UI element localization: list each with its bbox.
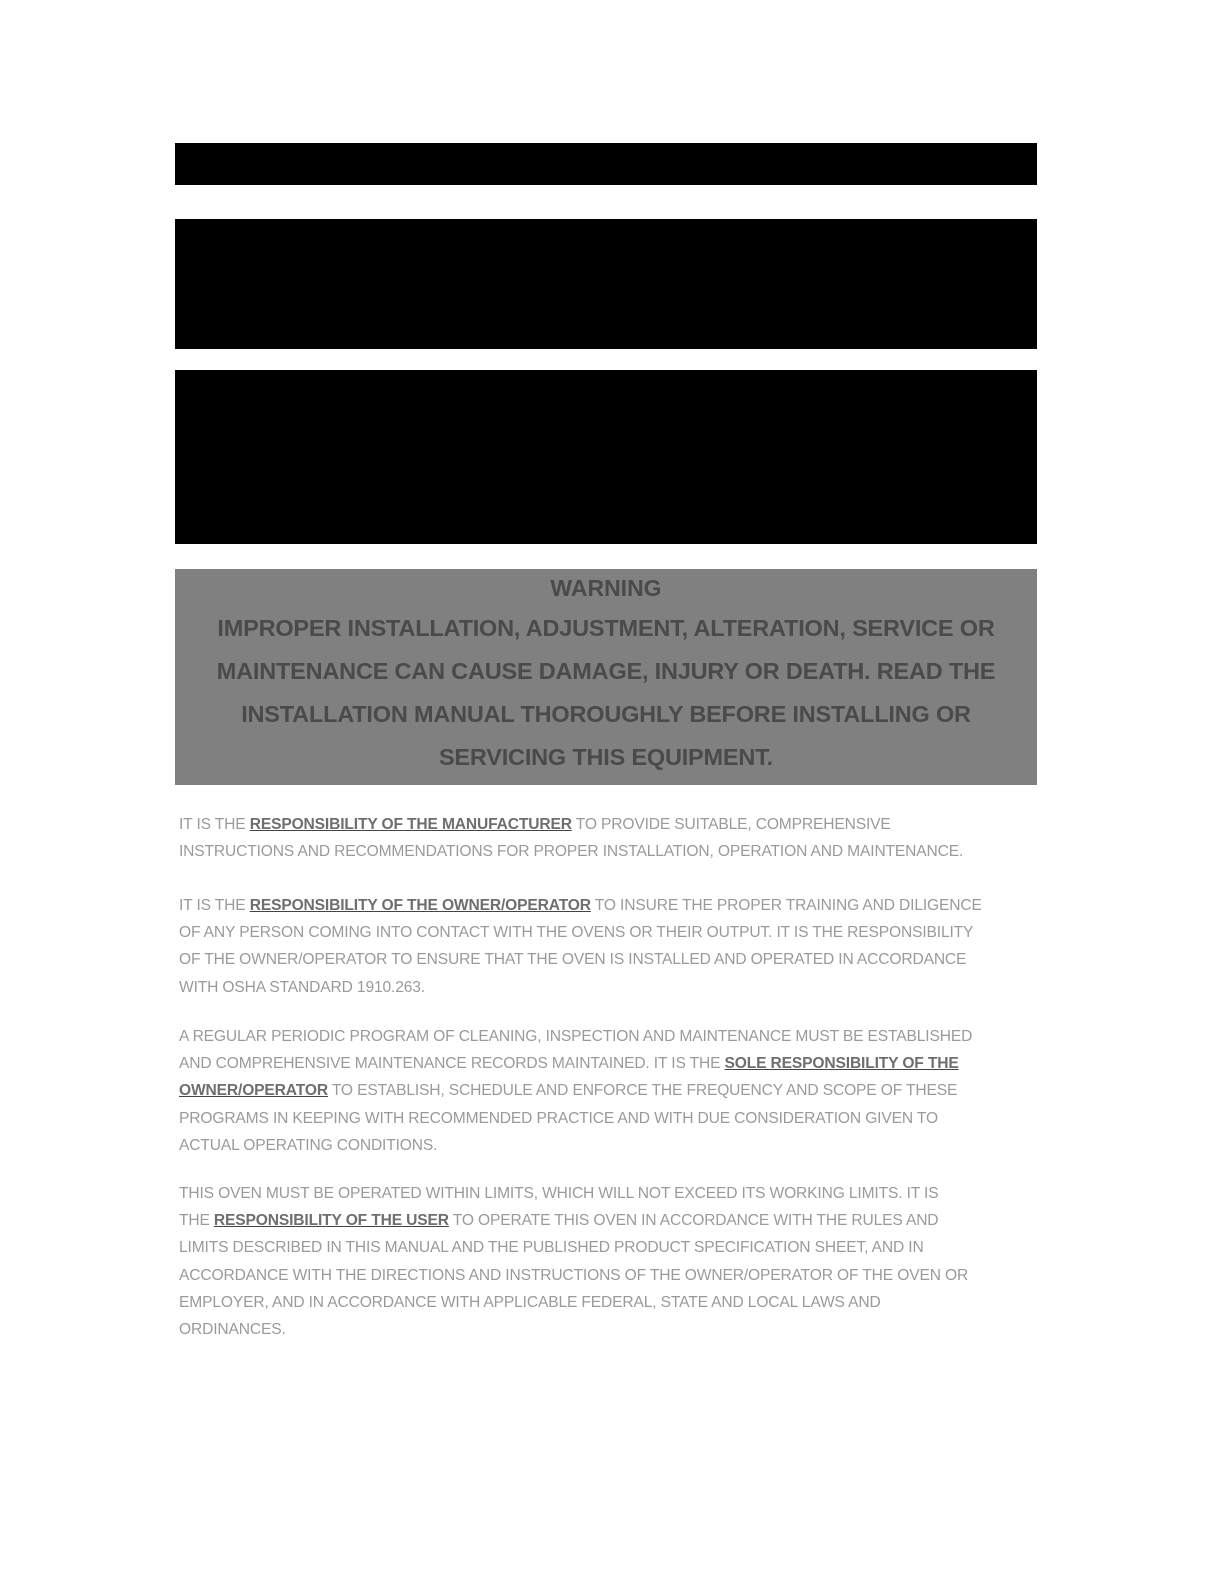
paragraph-line: THIS OVEN MUST BE OPERATED WITHIN LIMITS, WHICH WILL NOT EXCEED ITS WORKING LIMITS. IT IS: [179, 1185, 939, 1202]
emphasized-phrase: OWNER/OPERATOR: [179, 1082, 328, 1100]
paragraph-line: [179, 1050, 1039, 1077]
emphasized-phrase: RESPONSIBILITY OF THE MANUFACTURER: [249, 816, 572, 833]
user-responsibility-paragraph: [179, 1180, 1039, 1343]
paragraph-line: A REGULAR PERIODIC PROGRAM OF CLEANING, INSPECTION AND MAINTENANCE MUST BE ESTABLISHED: [179, 1028, 973, 1045]
paragraph-line: PROGRAMS IN KEEPING WITH RECOMMENDED PRACTICE AND WITH DUE CONSIDERATION GIVEN TO: [179, 1109, 938, 1127]
paragraph-line: EMPLOYER, AND IN ACCORDANCE WITH APPLICABLE FEDERAL, STATE AND LOCAL LAWS AND: [179, 1293, 881, 1311]
manufacturer-responsibility-paragraph: [179, 811, 1039, 865]
warning-box: [175, 569, 1037, 785]
paragraph-line: LIMITS DESCRIBED IN THIS MANUAL AND THE PUBLISHED PRODUCT SPECIFICATION SHEET, AND IN: [179, 1239, 924, 1257]
owner-operator-responsibility-paragraph: [179, 892, 1039, 1001]
paragraph-line: OF ANY PERSON COMING INTO CONTACT WITH THE OVENS OR THEIR OUTPUT. IT IS THE RESPONSIBILITY: [179, 924, 974, 942]
text-run: THE: [179, 1212, 214, 1230]
redaction-block: [175, 370, 1037, 544]
paragraph-line: WITH OSHA STANDARD 1910.263.: [179, 978, 425, 996]
paragraph-line: ACTUAL OPERATING CONDITIONS.: [179, 1136, 438, 1154]
paragraph-line: ORDINANCES.: [179, 1321, 286, 1339]
emphasized-phrase: RESPONSIBILITY OF THE OWNER/OPERATOR: [249, 897, 591, 914]
text-run: IT IS THE: [179, 897, 250, 914]
text-run: TO INSURE THE PROPER TRAINING AND DILIGENCE: [590, 897, 982, 914]
text-run: TO ESTABLISH, SCHEDULE AND ENFORCE THE FREQUENCY AND SCOPE OF THESE: [327, 1082, 958, 1100]
paragraph-line: [179, 811, 1039, 838]
paragraph-line: OF THE OWNER/OPERATOR TO ENSURE THAT THE OVEN IS INSTALLED AND OPERATED IN ACCORDANCE: [179, 951, 967, 969]
text-run: IT IS THE: [179, 816, 250, 833]
warning-title: WARNING: [550, 575, 662, 601]
paragraph-line: [179, 1077, 1039, 1104]
paragraph-line: ACCORDANCE WITH THE DIRECTIONS AND INSTRUCTIONS OF THE OWNER/OPERATOR OF THE OVEN OR: [179, 1266, 969, 1284]
warning-line: MAINTENANCE CAN CAUSE DAMAGE, INJURY OR DEATH. READ THE: [216, 658, 996, 684]
text-run: AND COMPREHENSIVE MAINTENANCE RECORDS MAINTAINED. IT IS THE: [179, 1055, 725, 1073]
warning-line: INSTALLATION MANUAL THOROUGHLY BEFORE INSTALLING OR: [241, 701, 971, 727]
warning-line: IMPROPER INSTALLATION, ADJUSTMENT, ALTERATION, SERVICE OR: [217, 615, 995, 641]
paragraph-line: INSTRUCTIONS AND RECOMMENDATIONS FOR PROPER INSTALLATION, OPERATION AND MAINTENANCE.: [179, 843, 964, 861]
paragraph-line: [179, 1207, 1039, 1234]
text-run: TO PROVIDE SUITABLE, COMPREHENSIVE: [571, 816, 891, 833]
warning-line: SERVICING THIS EQUIPMENT.: [438, 744, 774, 770]
maintenance-program-paragraph: [179, 1023, 1039, 1159]
emphasized-phrase: SOLE RESPONSIBILITY OF THE: [724, 1055, 959, 1073]
text-run: TO OPERATE THIS OVEN IN ACCORDANCE WITH THE RULES AND: [448, 1212, 939, 1230]
paragraph-line: [179, 892, 1039, 919]
redaction-block: [175, 219, 1037, 349]
warning-message: [175, 607, 1037, 779]
emphasized-phrase: RESPONSIBILITY OF THE USER: [213, 1212, 449, 1230]
redaction-bar: [175, 143, 1037, 185]
